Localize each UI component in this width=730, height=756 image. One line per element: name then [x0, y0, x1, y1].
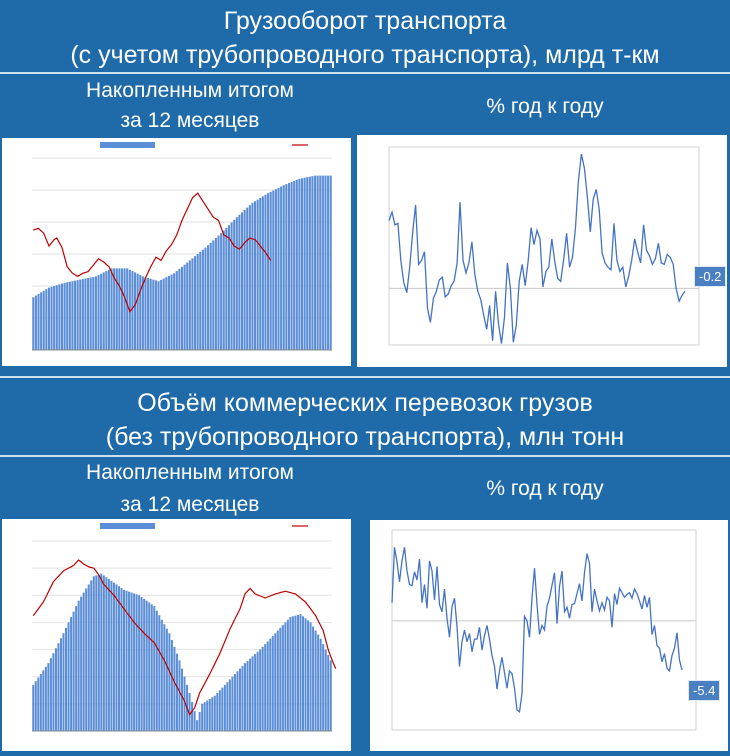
legend-bar-swatch — [100, 142, 155, 148]
bar — [277, 188, 279, 350]
bar — [233, 220, 235, 350]
bar — [199, 712, 201, 731]
bar — [66, 282, 68, 350]
bar — [244, 663, 246, 731]
bar — [100, 274, 102, 350]
bar — [155, 280, 157, 350]
bar — [252, 656, 254, 731]
bar — [168, 633, 170, 731]
bar — [113, 268, 115, 350]
bar — [221, 688, 223, 731]
bar — [75, 606, 77, 731]
bar — [98, 574, 100, 731]
chart1-svg — [2, 138, 351, 366]
bar — [168, 276, 170, 350]
bar — [48, 288, 50, 350]
bar — [249, 205, 251, 350]
bar — [113, 583, 115, 731]
bar — [35, 296, 37, 350]
bar — [103, 272, 105, 350]
bar — [282, 625, 284, 731]
bar — [128, 592, 130, 731]
bar — [214, 696, 216, 731]
section2-title-line1: Объём коммерческих перевозок грузов — [137, 389, 593, 417]
bar — [194, 256, 196, 350]
bar — [63, 633, 65, 731]
bar — [330, 660, 332, 731]
bar — [239, 669, 241, 731]
divider — [0, 376, 730, 378]
bar — [324, 176, 326, 350]
bar — [131, 271, 133, 350]
bar — [108, 579, 110, 731]
bar — [37, 678, 39, 731]
bar — [69, 282, 71, 350]
bar — [178, 269, 180, 350]
bar — [43, 291, 45, 350]
bar — [73, 612, 75, 731]
bar — [85, 589, 87, 732]
bar — [56, 285, 58, 350]
section1-title-line2: (с учетом трубопроводного транспорта), млрд т-км — [70, 41, 660, 69]
bar — [90, 277, 92, 350]
bar — [143, 599, 145, 731]
chart1-panel — [2, 138, 351, 366]
bar — [264, 644, 266, 731]
bar — [156, 611, 158, 731]
bar — [204, 702, 206, 731]
bar — [100, 574, 102, 731]
bar — [228, 225, 230, 350]
bar — [234, 674, 236, 731]
bar — [284, 622, 286, 731]
bar — [267, 641, 269, 731]
plot-frame — [389, 147, 699, 345]
bar — [325, 650, 327, 731]
bar — [105, 577, 107, 731]
bar — [47, 663, 49, 731]
bar — [181, 267, 183, 350]
section2-right-subtitle: % год к году — [486, 477, 604, 500]
bar — [158, 615, 160, 731]
bar — [191, 258, 193, 350]
bar — [254, 201, 256, 350]
bar — [97, 275, 99, 350]
bar — [274, 633, 276, 731]
bar — [171, 640, 173, 731]
section2-left-subtitle-2: за 12 месяцев — [120, 493, 260, 516]
bar — [262, 196, 264, 350]
bar — [77, 280, 79, 350]
bar — [124, 268, 126, 350]
bar — [78, 601, 80, 731]
bar — [236, 217, 238, 350]
bar — [206, 701, 208, 731]
bar — [211, 697, 213, 731]
bar — [215, 238, 217, 350]
bar — [42, 670, 44, 731]
series-line — [392, 547, 682, 712]
divider — [0, 72, 730, 74]
bar — [310, 622, 312, 731]
bar — [272, 191, 274, 350]
bar — [173, 273, 175, 350]
bar — [304, 178, 306, 350]
bar — [40, 674, 42, 731]
bar — [302, 616, 304, 731]
bar — [280, 187, 282, 350]
bar — [307, 620, 309, 731]
bar — [306, 177, 308, 350]
bar — [88, 584, 90, 731]
bar — [267, 193, 269, 350]
bar — [285, 184, 287, 350]
bar — [40, 292, 42, 350]
bar — [264, 195, 266, 350]
bar — [50, 658, 52, 731]
section2-left-subtitle-1: Накопленным итогом — [86, 461, 294, 484]
bar — [251, 203, 253, 350]
bar — [82, 279, 84, 350]
bar — [160, 280, 162, 350]
bar — [95, 276, 97, 350]
bar — [207, 245, 209, 350]
bar — [137, 274, 139, 350]
bar — [317, 635, 319, 731]
bar — [152, 280, 154, 350]
bar — [216, 693, 218, 731]
bar — [311, 176, 313, 350]
section2-title — [0, 386, 730, 454]
bar — [84, 279, 86, 350]
bar — [71, 281, 73, 350]
bar — [322, 176, 324, 350]
chart4-svg — [370, 520, 728, 751]
bar — [246, 208, 248, 350]
bar — [165, 277, 167, 350]
bar — [150, 279, 152, 350]
bar — [269, 639, 271, 731]
bar — [249, 659, 251, 731]
bar — [163, 624, 165, 731]
bar — [204, 248, 206, 350]
bar — [272, 636, 274, 731]
bar — [327, 176, 329, 350]
bar — [312, 627, 314, 732]
bar — [283, 185, 285, 350]
bar — [319, 176, 321, 350]
bar — [111, 268, 113, 350]
bar — [110, 581, 112, 731]
bar — [244, 210, 246, 350]
bar — [166, 629, 168, 731]
bar — [147, 278, 149, 350]
bar — [330, 176, 332, 350]
bar — [301, 178, 303, 350]
bar — [45, 667, 47, 731]
bar — [53, 286, 55, 350]
section1-title-line1: Грузооборот транспорта — [223, 7, 507, 35]
bar — [238, 215, 240, 350]
bar — [259, 198, 261, 350]
bar — [289, 617, 291, 731]
bar — [58, 284, 60, 350]
bar — [294, 616, 296, 731]
bar — [171, 275, 173, 350]
bar — [291, 182, 293, 350]
chart4-last-value-badge: -5.4 — [688, 680, 720, 701]
divider — [0, 455, 730, 457]
bar — [133, 593, 135, 731]
bar — [92, 277, 94, 350]
bar — [161, 620, 163, 731]
bar — [95, 575, 97, 731]
bar — [57, 643, 59, 731]
section1-right-subtitle: % год к году — [486, 95, 604, 118]
chart3-svg — [2, 519, 351, 751]
bar — [247, 661, 249, 731]
bar — [225, 228, 227, 350]
bar — [163, 279, 165, 350]
bar — [115, 584, 117, 731]
bar — [259, 650, 261, 731]
bar — [197, 254, 199, 350]
bar — [220, 233, 222, 350]
section2-title-line2: (без трубопроводного транспорта), млн тонн — [105, 423, 625, 451]
chart2-svg — [357, 135, 727, 367]
bar — [320, 639, 322, 731]
bar — [51, 287, 53, 350]
bar — [61, 284, 63, 350]
bar — [194, 711, 196, 731]
bar — [317, 176, 319, 350]
bar — [74, 281, 76, 350]
bar — [79, 280, 81, 350]
bar — [212, 240, 214, 350]
bar — [299, 614, 301, 731]
bar — [37, 294, 39, 350]
chart4-panel — [370, 520, 728, 751]
bar — [210, 243, 212, 350]
bar — [279, 628, 281, 731]
bar — [236, 671, 238, 731]
section1-left-subtitle-1: Накопленным итогом — [86, 79, 294, 102]
bar — [70, 617, 72, 731]
series-line — [389, 154, 685, 344]
bar — [52, 653, 54, 731]
bar — [219, 690, 221, 731]
bar — [229, 679, 231, 731]
bar — [55, 648, 57, 731]
bar — [176, 271, 178, 350]
bar — [35, 681, 37, 731]
bar — [297, 615, 299, 731]
bar — [189, 260, 191, 350]
bar — [191, 702, 193, 731]
bar — [315, 631, 317, 731]
bar — [288, 183, 290, 350]
bar — [139, 275, 141, 350]
bar — [201, 704, 203, 731]
bar — [120, 588, 122, 731]
bar — [202, 250, 204, 350]
section1-title — [0, 4, 730, 72]
bar — [305, 618, 307, 731]
bar — [275, 189, 277, 350]
bar — [131, 593, 133, 731]
bar — [181, 669, 183, 731]
chart2-last-value-badge: -0.2 — [694, 266, 726, 287]
bar — [287, 620, 289, 731]
bar — [87, 278, 89, 350]
bar — [309, 177, 311, 350]
bar — [32, 685, 34, 731]
bar — [184, 265, 186, 350]
bar — [277, 631, 279, 731]
bar — [138, 595, 140, 731]
chart3-panel — [2, 519, 351, 751]
bar — [241, 212, 243, 350]
bar — [148, 603, 150, 731]
section1-left-subtitle-2: за 12 месяцев — [120, 109, 260, 132]
bar — [90, 580, 92, 731]
bar — [199, 252, 201, 350]
bar — [126, 268, 128, 350]
bar — [123, 590, 125, 731]
bar — [296, 180, 298, 350]
bar — [32, 297, 34, 350]
bar — [176, 654, 178, 731]
bar — [241, 666, 243, 731]
bar — [322, 644, 324, 731]
bar — [146, 601, 148, 731]
bar — [173, 647, 175, 731]
bar — [231, 677, 233, 731]
bar — [178, 660, 180, 731]
bar — [108, 270, 110, 350]
bar — [292, 616, 294, 731]
bar — [141, 597, 143, 731]
bar — [217, 236, 219, 350]
bar — [45, 289, 47, 350]
bar — [327, 655, 329, 731]
bar — [298, 179, 300, 350]
bar — [105, 271, 107, 350]
bar — [68, 622, 70, 731]
chart2-panel — [357, 135, 727, 367]
bar — [64, 283, 66, 350]
bar — [314, 176, 316, 350]
bar — [151, 604, 153, 731]
bar — [103, 575, 105, 731]
bar — [153, 606, 155, 731]
bar — [144, 277, 146, 350]
bar — [134, 272, 136, 350]
bar — [196, 720, 198, 731]
bar — [121, 268, 123, 350]
bar — [270, 192, 272, 350]
bar — [224, 685, 226, 731]
bar — [226, 682, 228, 731]
bar — [118, 586, 120, 731]
bar — [157, 281, 159, 350]
bar — [136, 594, 138, 731]
bar — [293, 181, 295, 350]
bar — [118, 268, 120, 350]
bar — [80, 597, 82, 731]
bar — [83, 593, 85, 731]
bar — [257, 200, 259, 350]
bar — [60, 638, 62, 731]
bar — [93, 576, 95, 731]
legend-bar-swatch — [100, 523, 155, 529]
bar — [209, 699, 211, 731]
bar — [262, 647, 264, 731]
bar — [186, 263, 188, 350]
bar — [65, 628, 67, 731]
bar — [223, 231, 225, 350]
bar — [257, 652, 259, 731]
bar — [254, 654, 256, 731]
